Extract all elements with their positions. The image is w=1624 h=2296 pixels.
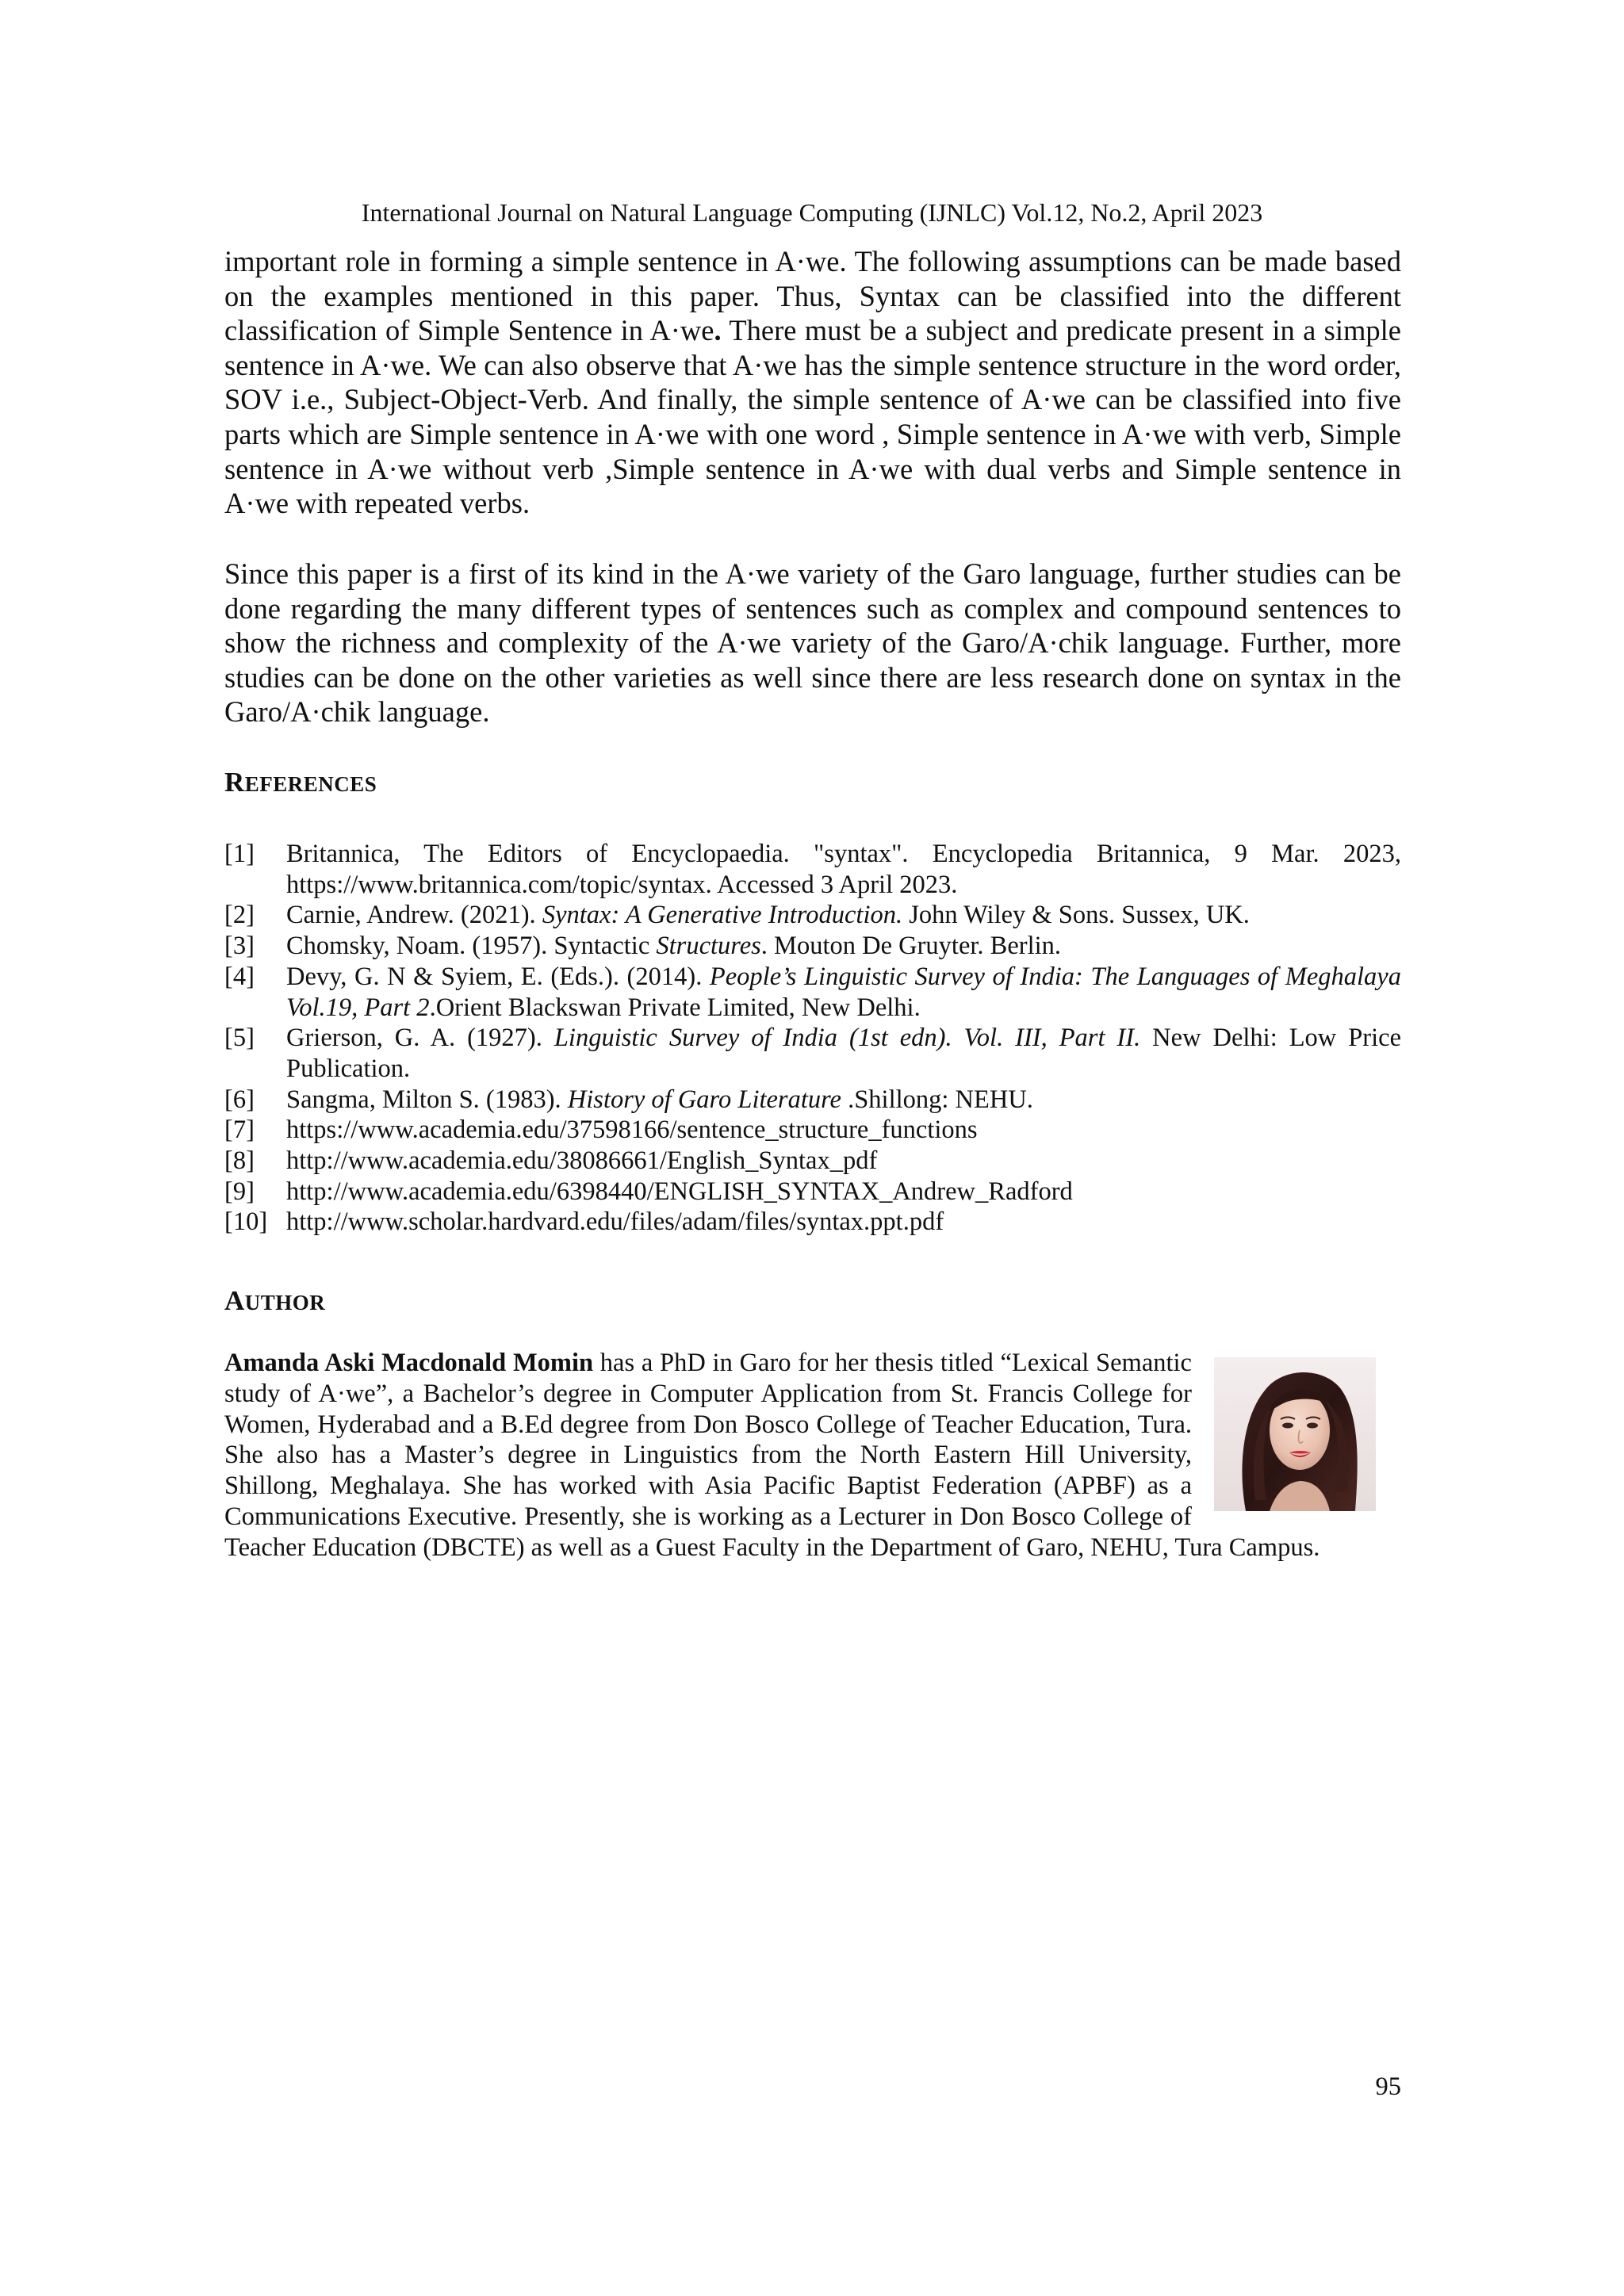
reference-text-segment: John Wiley & Sons. Sussex, UK. [902, 901, 1250, 930]
reference-number: [8] [224, 1146, 255, 1176]
author-heading-initial: A [224, 1285, 245, 1316]
reference-text [286, 839, 1401, 900]
reference-text-segment: .Shillong: NEHU. [841, 1085, 1033, 1114]
body-paragraph-1-text: important role in forming a simple sentence in A·we. The following assumptions can be made based on the examples mentioned in this paper. Thus, Syntax can be classified into the different classification of Simple Sentence in A·we [224, 245, 1401, 347]
page-number: 95 [1375, 2072, 1401, 2101]
references-heading [224, 766, 377, 801]
reference-number: [4] [224, 962, 255, 991]
reference-text-segment: http://www.scholar.hardvard.edu/files/adam/files/syntax.ppt.pdf [286, 1207, 944, 1237]
reference-number: [7] [224, 1115, 255, 1145]
reference-text [286, 1085, 1401, 1115]
running-header: International Journal on Natural Language Computing (IJNLC) Vol.12, No.2, April 2023 [361, 198, 1263, 227]
reference-title-italic: History of Garo Literature [567, 1085, 841, 1114]
reference-item [224, 839, 1401, 900]
reference-text-segment: https://www.academia.edu/37598166/sentence_structure_functions [286, 1115, 978, 1145]
reference-text [286, 900, 1401, 931]
reference-item [224, 962, 1401, 1023]
reference-number: [1] [224, 840, 255, 868]
reference-text-segment: Carnie, Andrew. (2021). [286, 901, 542, 930]
reference-item [224, 1023, 1401, 1084]
reference-text [286, 1146, 1401, 1177]
reference-title-italic: Linguistic Survey of India (1st edn). Vol. III, Part II. [553, 1024, 1141, 1053]
body-paragraph-1 [224, 244, 1401, 521]
body-paragraph-1-text-continued: There must be a subject and predicate present in a simple sentence in A·we. We can also observe that A·we has the simple sentence structure in the word order, SOV i.e., Subject-Object-Verb. And finally, the simple sentence of A·we can be classified into five parts which are Simple sentence in A·we with one word , Simple sentence in A·we with verb, Simple sentence in A·we without verb ,Simple sentence in A·we with dual verbs and Simple sentence in A·we with repeated verbs. [224, 314, 1401, 520]
reference-title-italic: Structures [656, 932, 761, 961]
reference-text [286, 1177, 1401, 1207]
reference-text-segment: Sangma, Milton S. (1983). [286, 1085, 568, 1114]
reference-item [224, 1177, 1401, 1207]
reference-text-segment: http://www.academia.edu/6398440/ENGLISH_SYNTAX_Andrew_Radford [286, 1177, 1073, 1206]
reference-text [286, 1023, 1401, 1084]
author-heading [224, 1284, 325, 1319]
author-photo [1214, 1357, 1376, 1511]
author-heading-rest: UTHOR [244, 1291, 326, 1314]
reference-text [286, 1115, 1401, 1146]
reference-number: [10] [224, 1207, 268, 1237]
author-bio [224, 1348, 1401, 1563]
reference-text-segment: http://www.academia.edu/38086661/English_Syntax_pdf [286, 1146, 878, 1176]
reference-title-italic: People’s Linguistic Survey of India: The Languages of Meghalaya Vol.19, Part 2 [286, 962, 1401, 1022]
reference-number: [9] [224, 1177, 255, 1206]
reference-item [224, 1115, 1401, 1146]
reference-text-segment: New Delhi: Low Price Publication. [286, 1024, 1401, 1083]
reference-item [224, 931, 1401, 962]
reference-number: [6] [224, 1085, 255, 1114]
reference-text-segment: Grierson, G. A. (1927). [286, 1024, 554, 1053]
author-bio-text: has a PhD in Garo for her thesis titled “Lexical Semantic study of A·we”, a Bachelor’s degree in Computer Application from St. Francis College for Women, Hyderabad and a B.Ed degree from Don Bosco College of Teacher Education, Tura. She also has a Master’s degree in Linguistics from the North Eastern Hill University, Shillong, Meghalaya. She has worked with Asia Pacific Baptist Federation (APBF) as a Communications Executive. Presently, she is working as a Lecturer in Don Bosco College of Teacher Education (DBCTE) as well as a Guest Faculty in the Department of Garo, NEHU, Tura Campus. [224, 1349, 1320, 1562]
reference-title-italic: Syntax: A Generative Introduction. [542, 901, 903, 930]
author-name: Amanda Aski Macdonald Momin [224, 1349, 594, 1377]
reference-text-segment: .Orient Blackswan Private Limited, New Delhi. [429, 993, 921, 1022]
reference-text-segment: Chomsky, Noam. (1957). Syntactic [286, 932, 657, 961]
references-list [224, 839, 1401, 1238]
reference-item [224, 900, 1401, 931]
reference-text [286, 1207, 1401, 1238]
reference-text-segment: . Mouton De Gruyter. Berlin. [760, 932, 1062, 961]
reference-number: [5] [224, 1024, 255, 1053]
reference-number: [3] [224, 932, 255, 961]
reference-item [224, 1207, 1401, 1238]
reference-text-segment: Devy, G. N & Syiem, E. (Eds.). (2014). [286, 962, 710, 991]
reference-item [224, 1146, 1401, 1177]
reference-text [286, 962, 1401, 1023]
body-paragraph-1-bold-period: . [714, 314, 722, 347]
reference-number: [2] [224, 901, 255, 930]
reference-item [224, 1085, 1401, 1115]
body-paragraph-2: Since this paper is a first of its kind in the A·we variety of the Garo language, further studies can be done regarding the many different types of sentences such as complex and compound sentences to show the richness and complexity of the A·we variety of the Garo/A·chik language. Further, more studies can be done on the other varieties as well since there are less research done on syntax in the Garo/A·chik language. [224, 557, 1401, 729]
reference-text-segment: Britannica, The Editors of Encyclopaedia. "syntax". Encyclopedia Britannica, 9 Mar. 2023, https://www.britannica.com/topic/syntax. Accessed 3 April 2023. [286, 840, 1401, 899]
references-heading-rest: EFERENCES [244, 772, 377, 796]
author-portrait-image [1214, 1357, 1376, 1511]
references-heading-initial: R [224, 767, 245, 798]
reference-text [286, 931, 1401, 962]
